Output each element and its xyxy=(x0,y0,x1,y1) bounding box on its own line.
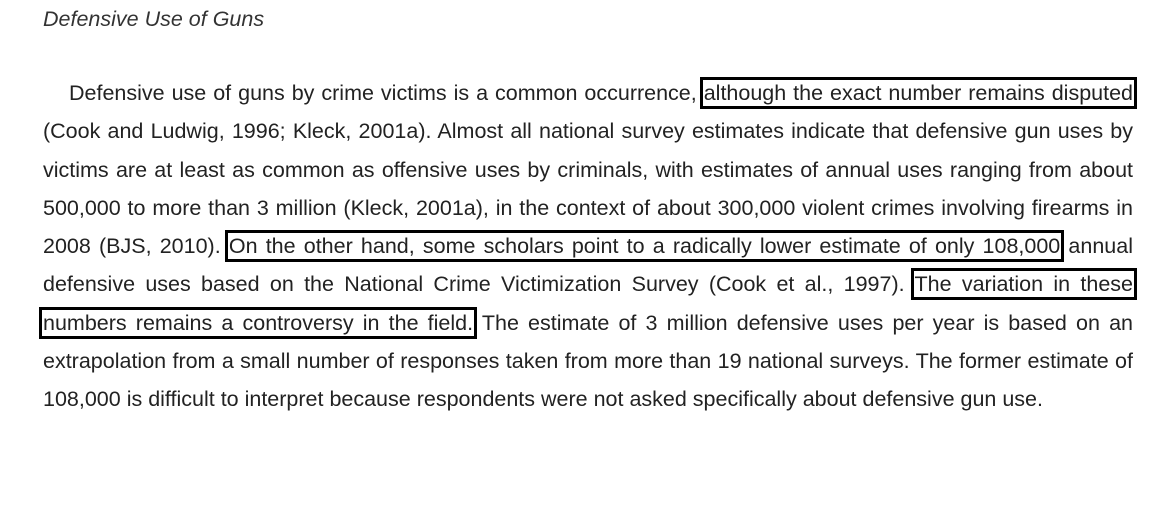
section-heading: Defensive Use of Guns xyxy=(43,7,265,31)
paragraph-text: The estimate of 3 million defensive uses per year is based on an extrapolation from a small number of responses taken from more than 19 national surveys. The former estimate of 108,000 is difficult to interpret because respondents were not asked specifically about defensive gun use. xyxy=(43,310,1134,412)
highlighted-phrase-lower-estimate: On the other hand, some scholars point to a radically lower estimate of only 108,000 xyxy=(228,234,1061,259)
highlighted-phrase-controversy: The variation in these numbers remains a controversy in the field. xyxy=(43,272,1133,335)
body-paragraph xyxy=(43,74,1133,419)
paragraph-text: (Cook and Ludwig, 1996; Kleck, 2001a). Almost all national survey estimates indicate that defensive gun uses by victims are at least as common as offensive uses by criminals, with estimates of annual uses ranging from about 500,000 to more than 3 million (Kleck, 2001a), in the context of about 300,000 violent crimes involving firearms in 2008 (BJS, 2010). xyxy=(43,119,1133,259)
document-page xyxy=(43,0,1133,419)
highlighted-phrase-disputed: although the exact number remains disputed xyxy=(703,81,1133,105)
paragraph-text: Defensive use of guns by crime victims is a common occurrence, xyxy=(69,81,704,105)
paragraph-text: annual defensive uses based on the National Crime Victimization Survey (Cook et al., 1997). xyxy=(43,234,1133,297)
